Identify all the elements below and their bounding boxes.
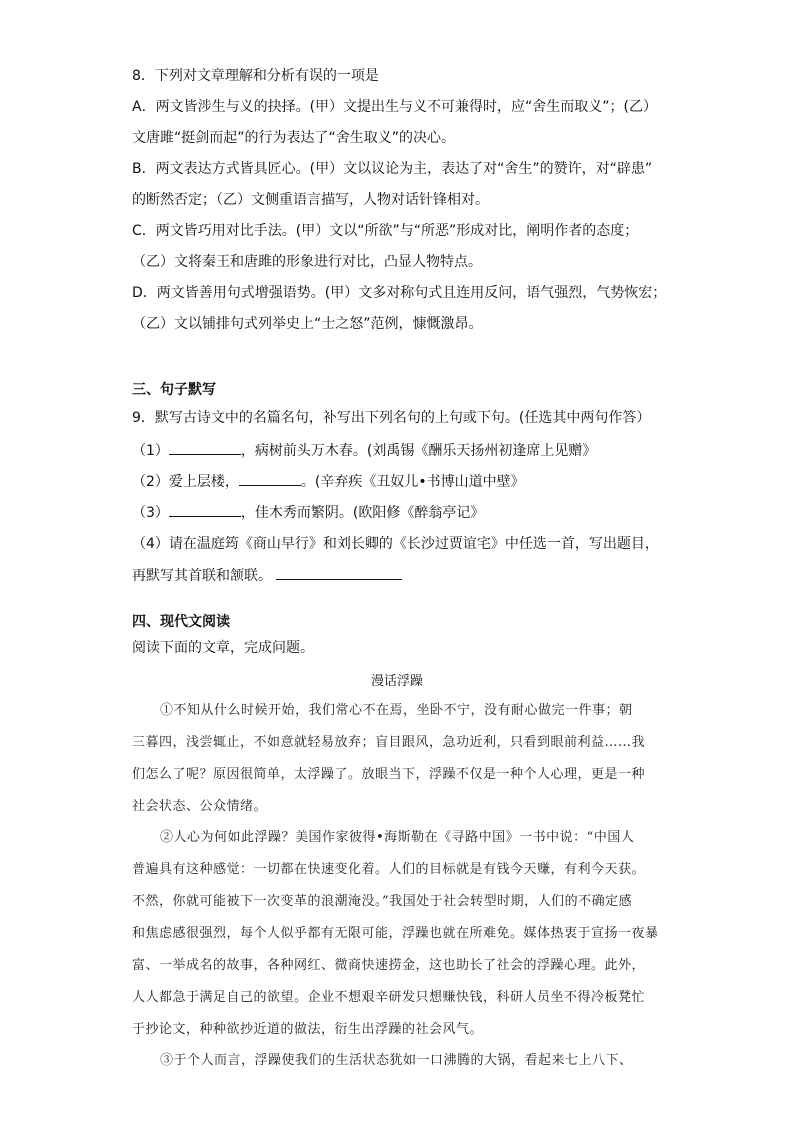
q8-option-c-line2: （乙）文将秦王和唐雎的形象进行对比，凸显人物特点。 [132,254,482,270]
q8-option-b-line1: B．两文表达方式皆具匠心。(甲）文以议论为主，表达了对“舍生”的赞许，对“辟患” [132,161,653,177]
q8-option-a-line1: A．两文皆涉生与义的抉择。(甲）文提出生与义不可兼得时，应“舍生而取义”；(乙） [132,99,658,115]
q9-item-3 [132,502,484,523]
article-p1-line2: 三暮四，浅尝辄止，不如意就轻易放弃；盲目跟风，急功近利，只看到眼前利益……我 [132,735,646,750]
article-p2-line1: ②人心为何如此浮躁？美国作家彼得•海斯勒在《寻路中国》一书中说：“中国人 [160,830,635,845]
q8-option-c-line1: C．两文皆巧用对比手法。(甲）文以“所欲”与“所恶”形成对比，阐明作者的态度； [132,223,639,239]
q8-option-d-line2: （乙）文以铺排句式列举史上“士之怒”范例，慷慨激昂。 [132,316,483,332]
q9-item-3-suffix: ，佳木秀而繁阴。(欧阳修《醉翁亭记》 [240,505,485,521]
q9-item-4-line2 [132,565,402,586]
q9-item-1-prefix: （1） [132,443,169,459]
article-p2-line5: 富、一举成名的故事，各种网红、微商快速捞金，这也助长了社会的浮躁心理。此外， [132,958,646,973]
section-3-title: 三、句子默写 [132,382,216,398]
q9-item-1-suffix: ，病树前头万木春。(刘禹锡《酬乐天扬州初逢席上见赠》 [240,443,597,459]
section-4-title: 四、现代文阅读 [132,614,230,630]
q9-item-3-prefix: （3） [132,505,169,521]
article-p2-line2: 普遍具有这种感觉：一切都在快速变化着。人们的目标就是有钱今天赚，有利今天获。 [132,862,646,877]
article-p1-line1: ①不知从什么时候开始，我们常心不在焉，坐卧不宁，没有耐心做完一件事；朝 [160,703,633,718]
q9-item-2-prefix: （2）爱上层楼， [132,474,239,490]
q9-item-2-blank[interactable] [239,471,301,486]
article-p2-line6: 人人都急于满足自己的欲望。企业不想艰辛研发只想赚快钱，科研人员坐不得冷板凳忙 [132,990,646,1005]
q9-item-1 [132,440,596,461]
article-title: 漫话浮躁 [370,674,423,689]
q9-stem: 9．默写古诗文中的名篇名句，补写出下列名句的上句或下句。(任选其中两句作答） [132,410,651,426]
article-p2-line3: 不然，你就可能被下一次变革的浪潮淹没。”我国处于社会转型时期，人们的不确定感 [132,894,633,909]
q9-item-2 [132,471,525,492]
q8-stem: 8．下列对文章理解和分析有误的一项是 [132,68,379,84]
q9-item-4-line1: （4）请在温庭筠《商山早行》和刘长卿的《长沙过贾谊宅》中任选一首，写出题目， [132,536,659,552]
article-p1-line3: 们怎么了呢？原因很简单，太浮躁了。放眼当下，浮躁不仅是一种个人心理，更是一种 [132,767,646,782]
article-p1-line4: 社会状态、公众情绪。 [132,799,268,814]
q8-option-a-line2: 文唐雎“挺剑而起”的行为表达了“舍生取义”的决心。 [132,130,456,146]
article-p2-line7: 于抄论文，种种欲抄近道的做法，衍生出浮躁的社会风气。 [132,1022,484,1037]
section-4-intro: 阅读下面的文章，完成问题。 [132,640,314,656]
q9-item-4-blank[interactable] [276,565,402,580]
q9-item-4-text: 再默写其首联和颔联。 [132,568,272,584]
q8-option-b-line2: 的断然否定；（乙）文侧重语言描写，人物对话针锋相对。 [132,192,489,208]
q9-item-2-suffix: 。(辛弃疾《丑奴儿•书博山道中壁》 [300,474,525,490]
article-p2-line4: 和焦虑感很强烈，每个人似乎都有无限可能，浮躁也就在所难免。媒体热衷于宣扬一夜暴 [132,926,659,941]
q9-item-3-blank[interactable] [169,502,241,517]
q8-option-d-line1: D．两文皆善用句式增强语势。(甲）文多对称句式且连用反问，语气强烈，气势恢宏； [132,285,667,301]
article-p3-line1: ③于个人而言，浮躁使我们的生活状态犹如一口沸腾的大锅，看起来七上八下、 [160,1053,633,1068]
q9-item-1-blank[interactable] [169,440,241,455]
